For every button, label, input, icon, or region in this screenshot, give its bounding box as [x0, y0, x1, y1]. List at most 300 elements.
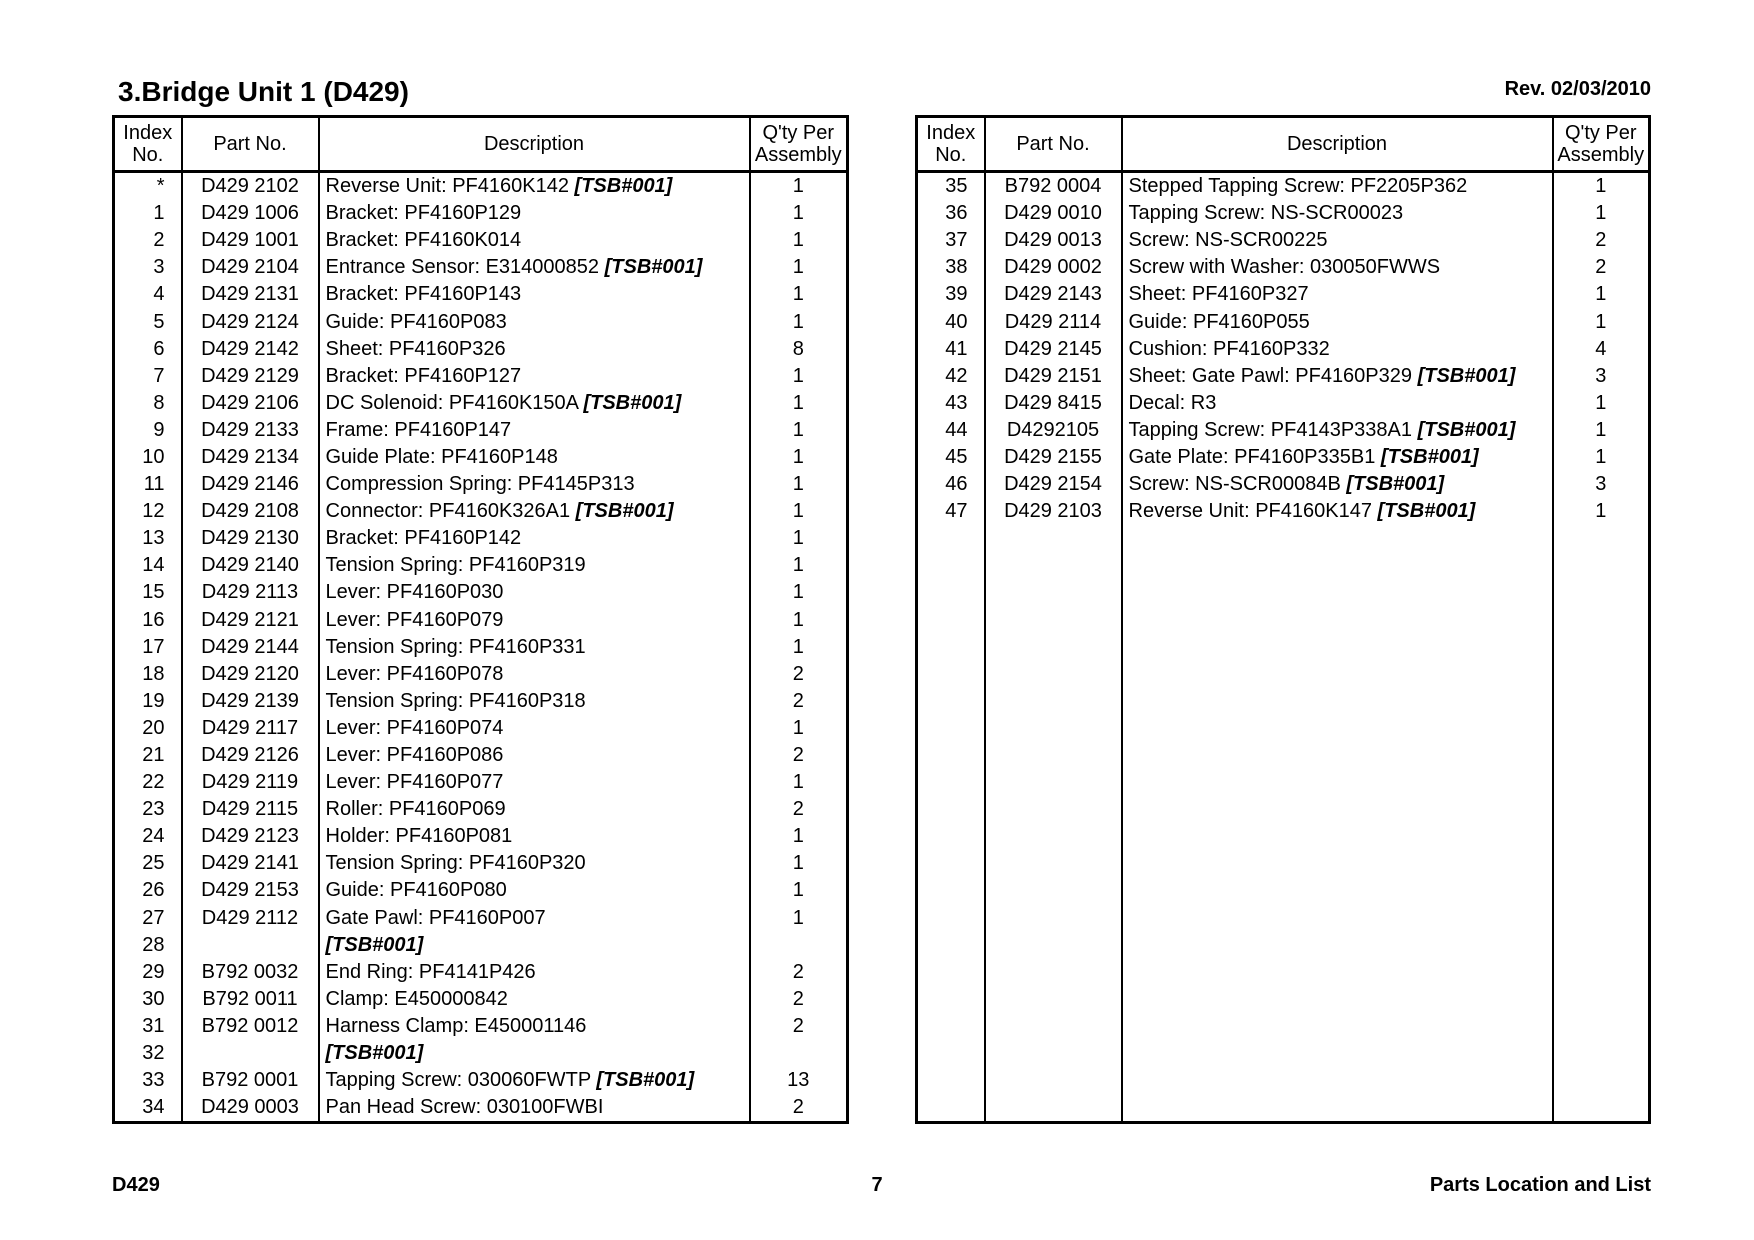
- table-row: [917, 905, 1650, 932]
- quantity-cell: [1553, 1013, 1650, 1040]
- quantity-cell: 1: [1553, 498, 1650, 525]
- header-row: [114, 117, 848, 172]
- quantity-cell: [1553, 1040, 1650, 1067]
- header-part-no: Part No.: [182, 117, 319, 172]
- quantity-cell: 1: [1553, 417, 1650, 444]
- description-cell: [1122, 227, 1553, 254]
- index-cell: 45: [945, 445, 968, 468]
- description-cell: [319, 417, 750, 444]
- index-cell: [917, 1013, 985, 1040]
- description-text: Gate Plate: PF4160P335B1: [1128, 445, 1376, 468]
- quantity-cell: 1: [750, 417, 848, 444]
- table-row: [114, 308, 848, 335]
- part-number-cell: D429 2153: [182, 877, 319, 904]
- quantity-cell: [1553, 905, 1650, 932]
- header-row: [917, 117, 1650, 172]
- description-cell: [1122, 959, 1553, 986]
- index-cell: [917, 661, 985, 688]
- index-cell: 16: [142, 608, 165, 631]
- quantity-cell: 1: [750, 579, 848, 606]
- description-text: Screw: NS-SCR00084B: [1128, 473, 1341, 496]
- index-cell: [917, 634, 985, 661]
- table-row: [917, 850, 1650, 877]
- quantity-cell: 2: [750, 796, 848, 823]
- table-row: [917, 200, 1650, 227]
- page-title: 3.Bridge Unit 1 (D429): [118, 76, 409, 107]
- table-row: [917, 688, 1650, 715]
- description-cell: [319, 200, 750, 227]
- part-number-cell: [985, 1067, 1122, 1094]
- part-number-cell: D429 2139: [182, 688, 319, 715]
- quantity-cell: 1: [750, 877, 848, 904]
- description-text: Roller: PF4160P069: [325, 798, 506, 821]
- part-number-cell: D429 2142: [182, 336, 319, 363]
- description-cell: [1122, 796, 1553, 823]
- quantity-cell: 1: [750, 498, 848, 525]
- index-cell: 10: [142, 445, 165, 468]
- part-number-cell: D429 2113: [182, 579, 319, 606]
- part-number-cell: D429 2131: [182, 281, 319, 308]
- table-row: [917, 308, 1650, 335]
- table-row: [114, 363, 848, 390]
- description-text: Guide Plate: PF4160P148: [325, 445, 558, 468]
- description-cell: [319, 552, 750, 579]
- table-row: [917, 986, 1650, 1013]
- table-row: [917, 254, 1650, 281]
- part-number-cell: D429 2124: [182, 308, 319, 335]
- description-cell: [1122, 769, 1553, 796]
- index-cell: 2: [153, 229, 165, 252]
- table-row: [917, 823, 1650, 850]
- part-number-cell: B792 0004: [985, 172, 1122, 201]
- quantity-cell: 1: [750, 471, 848, 498]
- header-index: Index No.: [917, 117, 985, 172]
- quantity-cell: [1553, 715, 1650, 742]
- description-cell: [1122, 281, 1553, 308]
- index-cell: 37: [945, 229, 968, 252]
- part-number-cell: [985, 905, 1122, 932]
- part-number-cell: D429 2103: [985, 498, 1122, 525]
- quantity-cell: [1553, 986, 1650, 1013]
- footer-section: Parts Location and List: [1429, 1174, 1651, 1196]
- part-number-cell: D429 2134: [182, 444, 319, 471]
- quantity-cell: [1553, 769, 1650, 796]
- part-number-cell: D429 2117: [182, 715, 319, 742]
- part-number-cell: [985, 1013, 1122, 1040]
- description-cell: [1122, 200, 1553, 227]
- index-cell: 20: [142, 716, 165, 739]
- index-cell: [917, 688, 985, 715]
- quantity-cell: 2: [1553, 227, 1650, 254]
- description-cell: [1122, 172, 1553, 201]
- table-row: [114, 1013, 848, 1040]
- table-row: [917, 1094, 1650, 1123]
- index-cell: 5: [153, 310, 165, 333]
- table-row: [917, 498, 1650, 525]
- description-cell: [319, 281, 750, 308]
- description-cell: [1122, 634, 1553, 661]
- quantity-cell: 3: [1553, 471, 1650, 498]
- quantity-cell: [1553, 634, 1650, 661]
- quantity-cell: [1553, 823, 1650, 850]
- part-number-cell: D429 2144: [182, 634, 319, 661]
- parts-table-left: [112, 115, 849, 1124]
- table-row: [114, 986, 848, 1013]
- description-text: End Ring: PF4141P426: [325, 960, 536, 983]
- quantity-cell: [1553, 742, 1650, 769]
- quantity-cell: 1: [750, 607, 848, 634]
- description-text: Screw: NS-SCR00225: [1128, 229, 1328, 252]
- quantity-cell: 1: [1553, 281, 1650, 308]
- quantity-cell: 2: [750, 661, 848, 688]
- part-number-cell: D429 2130: [182, 525, 319, 552]
- index-cell: 18: [142, 662, 165, 685]
- table-row: [917, 1040, 1650, 1067]
- header-qty: Q'ty Per Assembly: [750, 117, 848, 172]
- description-text: Sheet: PF4160P326: [325, 337, 506, 360]
- index-cell: [917, 552, 985, 579]
- table-row: [114, 552, 848, 579]
- quantity-cell: [1553, 661, 1650, 688]
- index-cell: [917, 905, 985, 932]
- part-number-cell: D429 0002: [985, 254, 1122, 281]
- part-number-cell: [182, 1040, 319, 1067]
- table-row: [114, 336, 848, 363]
- part-number-cell: D429 2114: [985, 308, 1122, 335]
- index-cell: 34: [142, 1096, 165, 1119]
- index-cell: [917, 932, 985, 959]
- description-text: Gate Pawl: PF4160P007: [325, 906, 546, 929]
- tsb-reference: [TSB#001]: [1417, 418, 1516, 441]
- part-number-cell: [985, 932, 1122, 959]
- table-row: [114, 769, 848, 796]
- quantity-cell: [1553, 1094, 1650, 1123]
- table-row: [917, 227, 1650, 254]
- table-row: [114, 390, 848, 417]
- table-row: [114, 498, 848, 525]
- description-cell: [319, 607, 750, 634]
- description-text: Frame: PF4160P147: [325, 418, 512, 441]
- index-cell: 7: [153, 364, 165, 387]
- index-cell: 38: [945, 256, 968, 279]
- description-cell: [1122, 688, 1553, 715]
- table-row: [114, 200, 848, 227]
- description-text: Screw with Washer: 030050FWWS: [1128, 256, 1441, 279]
- parts-table-right: [915, 115, 1651, 1124]
- description-text: Pan Head Screw: 030100FWBI: [325, 1096, 604, 1119]
- description-text: DC Solenoid: PF4160K150A: [325, 391, 578, 414]
- quantity-cell: 1: [750, 769, 848, 796]
- description-cell: [1122, 1040, 1553, 1067]
- quantity-cell: 1: [750, 227, 848, 254]
- description-cell: [319, 336, 750, 363]
- part-number-cell: D429 2123: [182, 823, 319, 850]
- quantity-cell: [750, 932, 848, 959]
- part-number-cell: [985, 959, 1122, 986]
- description-text: Tension Spring: PF4160P319: [325, 554, 586, 577]
- index-cell: 46: [945, 473, 968, 496]
- description-cell: [1122, 823, 1553, 850]
- quantity-cell: 1: [750, 525, 848, 552]
- table-row: [917, 552, 1650, 579]
- description-cell: [319, 525, 750, 552]
- table-row: [114, 688, 848, 715]
- part-number-cell: D429 2102: [182, 172, 319, 201]
- description-cell: [1122, 715, 1553, 742]
- index-cell: [917, 959, 985, 986]
- index-cell: [917, 742, 985, 769]
- description-cell: [319, 986, 750, 1013]
- part-number-cell: [985, 986, 1122, 1013]
- index-cell: [917, 850, 985, 877]
- tsb-reference: [TSB#001]: [583, 391, 682, 414]
- index-cell: 3: [153, 256, 165, 279]
- part-number-cell: D429 2143: [985, 281, 1122, 308]
- footer-page-number: 7: [871, 1174, 883, 1196]
- description-cell: [1122, 1013, 1553, 1040]
- part-number-cell: B792 0032: [182, 959, 319, 986]
- description-cell: [319, 661, 750, 688]
- part-number-cell: D429 2155: [985, 444, 1122, 471]
- part-number-cell: D429 2133: [182, 417, 319, 444]
- part-number-cell: D429 2151: [985, 363, 1122, 390]
- description-cell: [1122, 905, 1553, 932]
- description-cell: [319, 1040, 750, 1067]
- quantity-cell: [750, 1040, 848, 1067]
- description-text: Reverse Unit: PF4160K147: [1128, 500, 1372, 523]
- description-cell: [1122, 607, 1553, 634]
- part-number-cell: D429 0010: [985, 200, 1122, 227]
- description-cell: [319, 471, 750, 498]
- table-row: [917, 525, 1650, 552]
- quantity-cell: [1553, 877, 1650, 904]
- header-part-no: Part No.: [985, 117, 1122, 172]
- table-row: [917, 579, 1650, 606]
- description-cell: [319, 227, 750, 254]
- index-cell: [917, 986, 985, 1013]
- quantity-cell: [1553, 579, 1650, 606]
- description-text: Tapping Screw: 030060FWTP: [325, 1069, 591, 1092]
- table-row: [114, 281, 848, 308]
- quantity-cell: [1553, 959, 1650, 986]
- index-cell: 29: [142, 960, 165, 983]
- quantity-cell: 4: [1553, 336, 1650, 363]
- part-number-cell: [985, 769, 1122, 796]
- description-text: Tapping Screw: NS-SCR00023: [1128, 202, 1404, 225]
- table-row: [917, 715, 1650, 742]
- quantity-cell: 1: [1553, 200, 1650, 227]
- table-row: [917, 742, 1650, 769]
- index-cell: [917, 796, 985, 823]
- tsb-reference: [TSB#001]: [604, 256, 703, 279]
- table-row: [114, 850, 848, 877]
- index-cell: 12: [142, 500, 165, 523]
- part-number-cell: [985, 634, 1122, 661]
- index-cell: 4: [153, 283, 165, 306]
- table-row: [917, 661, 1650, 688]
- part-number-cell: [985, 552, 1122, 579]
- part-number-cell: D429 2108: [182, 498, 319, 525]
- quantity-cell: 13: [750, 1067, 848, 1094]
- part-number-cell: D429 2120: [182, 661, 319, 688]
- part-number-cell: [985, 579, 1122, 606]
- description-text: Harness Clamp: E450001146: [325, 1014, 587, 1037]
- part-number-cell: [985, 688, 1122, 715]
- index-cell: [917, 579, 985, 606]
- table-row: [917, 877, 1650, 904]
- table-row: [114, 823, 848, 850]
- table-row: [917, 281, 1650, 308]
- table-row: [917, 932, 1650, 959]
- description-text: Sheet: Gate Pawl: PF4160P329: [1128, 364, 1413, 387]
- description-text: Tension Spring: PF4160P331: [325, 635, 586, 658]
- table-row: [917, 1067, 1650, 1094]
- description-cell: [319, 498, 750, 525]
- index-cell: 1: [153, 202, 165, 225]
- index-cell: [917, 607, 985, 634]
- tsb-reference: [TSB#001]: [575, 500, 674, 523]
- quantity-cell: 1: [750, 634, 848, 661]
- description-cell: [1122, 444, 1553, 471]
- description-text: Tension Spring: PF4160P320: [325, 852, 586, 875]
- part-number-cell: D429 1001: [182, 227, 319, 254]
- index-cell: 41: [945, 337, 968, 360]
- table-row: [917, 769, 1650, 796]
- description-cell: [1122, 390, 1553, 417]
- part-number-cell: [985, 823, 1122, 850]
- description-text: Lever: PF4160P078: [325, 662, 504, 685]
- part-number-cell: D429 2146: [182, 471, 319, 498]
- part-number-cell: D429 2126: [182, 742, 319, 769]
- header-qty: Q'ty Per Assembly: [1553, 117, 1650, 172]
- index-cell: [917, 823, 985, 850]
- index-cell: 30: [142, 987, 165, 1010]
- description-cell: [319, 634, 750, 661]
- description-text: Connector: PF4160K326A1: [325, 500, 571, 523]
- index-cell: 32: [142, 1042, 165, 1065]
- description-cell: [1122, 471, 1553, 498]
- description-text: Lever: PF4160P074: [325, 716, 504, 739]
- part-number-cell: D429 2154: [985, 471, 1122, 498]
- index-cell: 43: [945, 391, 968, 414]
- quantity-cell: 1: [750, 905, 848, 932]
- description-cell: [1122, 1067, 1553, 1094]
- index-cell: 39: [945, 283, 968, 306]
- part-number-cell: [985, 850, 1122, 877]
- description-cell: [319, 850, 750, 877]
- header-description: Description: [1122, 117, 1553, 172]
- quantity-cell: 1: [750, 172, 848, 201]
- part-number-cell: B792 0011: [182, 986, 319, 1013]
- description-cell: [319, 308, 750, 335]
- quantity-cell: 1: [1553, 390, 1650, 417]
- quantity-cell: [1553, 525, 1650, 552]
- table-row: [114, 254, 848, 281]
- description-cell: [1122, 254, 1553, 281]
- part-number-cell: D429 2145: [985, 336, 1122, 363]
- index-cell: 13: [142, 527, 165, 550]
- table-row: [917, 796, 1650, 823]
- part-number-cell: [985, 1094, 1122, 1123]
- quantity-cell: 2: [750, 1013, 848, 1040]
- index-cell: 9: [153, 418, 165, 441]
- description-cell: [319, 444, 750, 471]
- part-number-cell: D429 2106: [182, 390, 319, 417]
- table-row: [114, 742, 848, 769]
- quantity-cell: [1553, 932, 1650, 959]
- description-cell: [319, 959, 750, 986]
- quantity-cell: 1: [750, 254, 848, 281]
- description-cell: [1122, 986, 1553, 1013]
- tsb-reference: [TSB#001]: [574, 175, 673, 198]
- table-row: [114, 661, 848, 688]
- index-cell: 17: [142, 635, 165, 658]
- index-cell: 11: [143, 473, 165, 496]
- table-row: [114, 227, 848, 254]
- description-text: Bracket: PF4160P143: [325, 283, 522, 306]
- description-cell: [1122, 1094, 1553, 1123]
- quantity-cell: 2: [750, 1094, 848, 1123]
- description-cell: [319, 1067, 750, 1094]
- quantity-cell: 2: [750, 742, 848, 769]
- index-cell: 19: [142, 689, 165, 712]
- table-row: [114, 172, 848, 201]
- description-text: Guide: PF4160P080: [325, 879, 507, 902]
- index-cell: [917, 1094, 985, 1123]
- description-text: Holder: PF4160P081: [325, 825, 513, 848]
- description-text: Lever: PF4160P079: [325, 608, 504, 631]
- table-row: [917, 959, 1650, 986]
- quantity-cell: [1553, 1067, 1650, 1094]
- table-row: [917, 444, 1650, 471]
- index-cell: 14: [142, 554, 165, 577]
- index-cell: 25: [142, 852, 165, 875]
- part-number-cell: [985, 877, 1122, 904]
- quantity-cell: [1553, 607, 1650, 634]
- table-row: [114, 634, 848, 661]
- quantity-cell: 1: [1553, 308, 1650, 335]
- description-cell: [1122, 336, 1553, 363]
- quantity-cell: 2: [1553, 254, 1650, 281]
- description-cell: [1122, 552, 1553, 579]
- part-number-cell: D429 2119: [182, 769, 319, 796]
- part-number-cell: D429 2121: [182, 607, 319, 634]
- quantity-cell: 3: [1553, 363, 1650, 390]
- description-text: Bracket: PF4160P127: [325, 364, 522, 387]
- table-row: [114, 579, 848, 606]
- table-row: [114, 1094, 848, 1123]
- part-number-cell: D429 2115: [182, 796, 319, 823]
- table-row: [917, 1013, 1650, 1040]
- index-cell: 31: [142, 1014, 165, 1037]
- quantity-cell: 1: [750, 850, 848, 877]
- quantity-cell: 1: [750, 444, 848, 471]
- quantity-cell: 1: [750, 823, 848, 850]
- header-description: Description: [319, 117, 750, 172]
- table-row: [917, 417, 1650, 444]
- description-text: Bracket: PF4160P142: [325, 527, 522, 550]
- table-row: [917, 336, 1650, 363]
- description-text: Bracket: PF4160P129: [325, 202, 522, 225]
- tsb-reference: [TSB#001]: [1377, 500, 1476, 523]
- description-cell: [319, 769, 750, 796]
- quantity-cell: 1: [750, 715, 848, 742]
- quantity-cell: 1: [1553, 172, 1650, 201]
- table-row: [114, 1067, 848, 1094]
- index-cell: 6: [153, 337, 165, 360]
- index-cell: 27: [142, 906, 165, 929]
- table-row: [114, 417, 848, 444]
